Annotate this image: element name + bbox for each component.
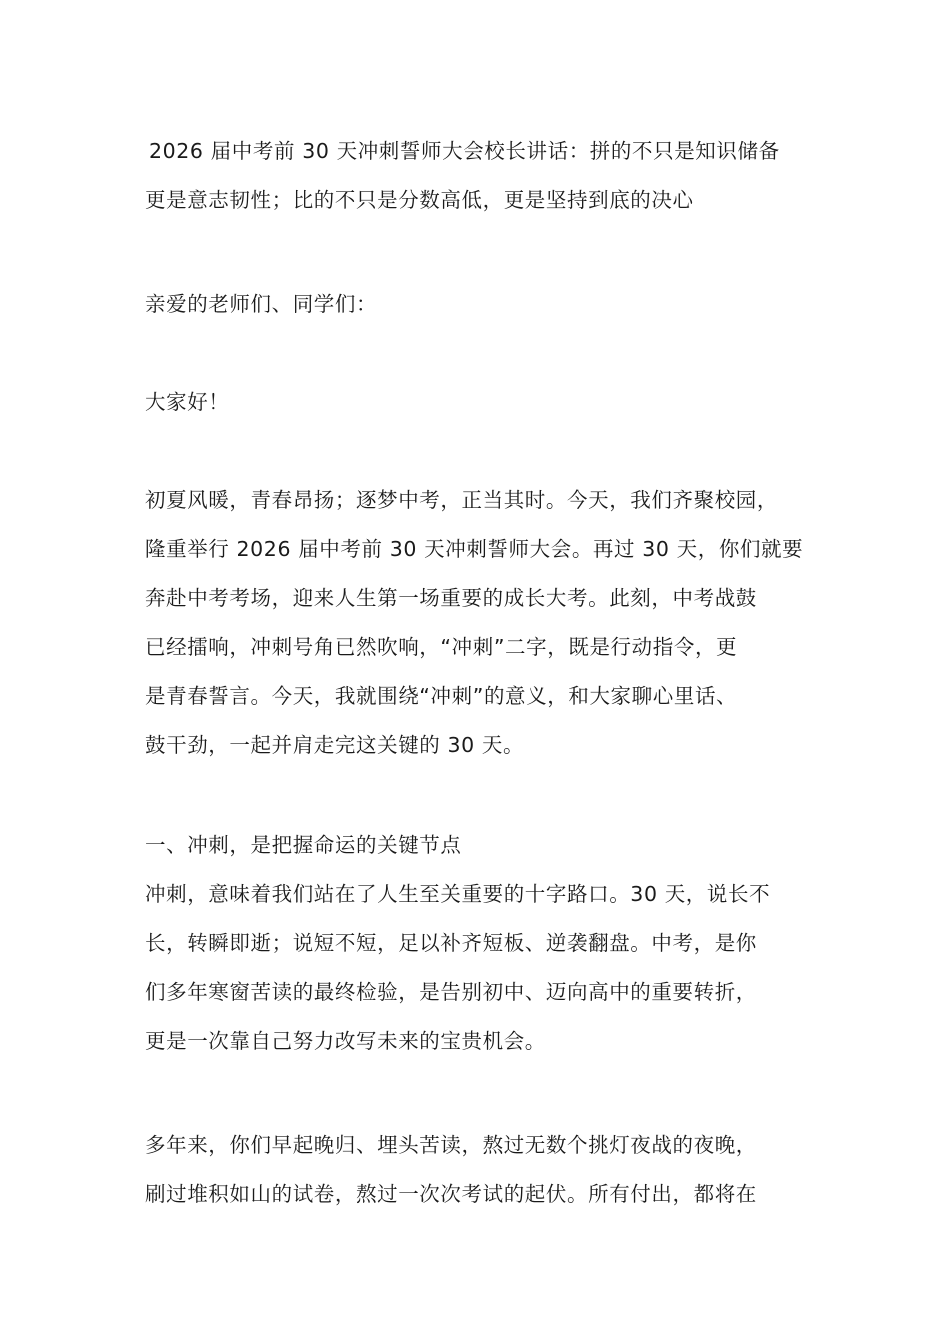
salutation: 亲爱的老师们、同学们： bbox=[145, 292, 378, 316]
paragraph-1-line-4: 已经擂响，冲刺号角已然吹响，“冲刺”二字，既是行动指令，更 bbox=[145, 635, 738, 659]
title-line-2: 更是意志韧性；比的不只是分数高低，更是坚持到底的决心 bbox=[145, 188, 694, 212]
paragraph-1-line-2: 隆重举行 2026 届中考前 30 天冲刺誓师大会。再过 30 天，你们就要 bbox=[145, 537, 804, 561]
paragraph-1-line-6: 鼓干劲，一起并肩走完这关键的 30 天。 bbox=[145, 733, 525, 757]
paragraph-2-line-2: 长，转瞬即逝；说短不短，足以补齐短板、逆袭翻盘。中考，是你 bbox=[145, 931, 757, 955]
greeting: 大家好！ bbox=[145, 390, 230, 414]
paragraph-2-line-4: 更是一次靠自己努力改写未来的宝贵机会。 bbox=[145, 1029, 546, 1053]
section-1-heading: 一、冲刺，是把握命运的关键节点 bbox=[145, 833, 462, 857]
paragraph-2-line-1: 冲刺，意味着我们站在了人生至关重要的十字路口。30 天，说长不 bbox=[145, 882, 771, 906]
paragraph-3-line-1: 多年来，你们早起晚归、埋头苦读，熬过无数个挑灯夜战的夜晚， bbox=[145, 1133, 757, 1157]
paragraph-3-line-2: 刷过堆积如山的试卷，熬过一次次考试的起伏。所有付出，都将在 bbox=[145, 1182, 757, 1206]
paragraph-1-line-5: 是青春誓言。今天，我就围绕“冲刺”的意义，和大家聊心里话、 bbox=[145, 684, 738, 708]
paragraph-2-line-3: 们多年寒窗苦读的最终检验，是告别初中、迈向高中的重要转折， bbox=[145, 980, 757, 1004]
paragraph-1-line-3: 奔赴中考考场，迎来人生第一场重要的成长大考。此刻，中考战鼓 bbox=[145, 586, 757, 610]
paragraph-1-line-1: 初夏风暖，青春昂扬；逐梦中考，正当其时。今天，我们齐聚校园， bbox=[145, 488, 778, 512]
title-line-1: 2026 届中考前 30 天冲刺誓师大会校长讲话：拼的不只是知识储备 bbox=[149, 139, 780, 163]
